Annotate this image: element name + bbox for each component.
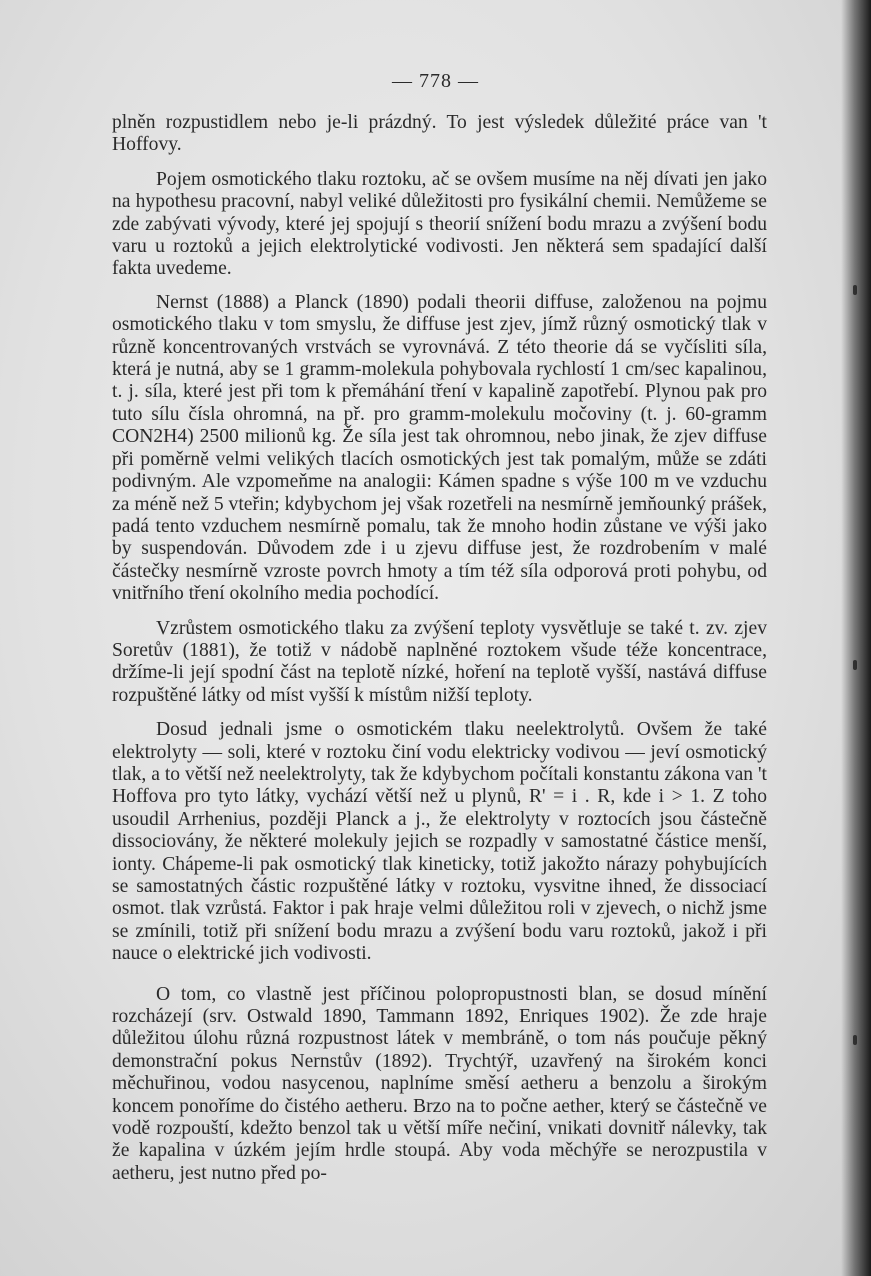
paragraph-diffusion-theory: Nernst (1888) a Planck (1890) podali theorii diffuse, založenou na pojmu osmotického tlaku v tom smyslu, že diffuse jest zjev, jímž různý osmotický tlak v různě koncentrovaných vrstvách se vyrovnává. Z této theorie dá se vyčísliti síla, která je nutná, aby se 1 gramm-molekula pohybovala rychlostí 1 cm/sec kapalinou, t. j. síla, které jest při tom k přemáhání tření v kapalině zapotřebí. Plynou pak pro tuto sílu čísla ohromná, na př. pro gramm-molekulu močoviny (t. j. 60-gramm CON2H4) 2500 milionů kg. Že síla jest tak ohromnou, nebo jinak, že zjev diffuse při poměrně velmi velikých tlacích osmotických jest tak pomalým, může se zdáti podivným. Ale vzpomeňme na analogii: Kámen spadne s výše 100 m ve vzduchu za méně než 5 vteřin; kdybychom jej však rozetřeli na nesmírně jemňounký prášek, padá tento vzduchem nesmírně pomalu, tak že mnoho hodin zůstane ve výši jako by suspendován. Důvodem zde i u zjevu diffuse jest, že rozdrobením v malé částečky nesmírně vzroste povrch hmoty a tím též síla odporová proti pohybu, od vnitřního tření okolního media pochodící. bbox=[112, 291, 767, 605]
body-text bbox=[112, 112, 767, 1185]
paragraph-soret-effect: Vzrůstem osmotického tlaku za zvýšení teploty vysvětluje se také t. zv. zjev Soretův (1881), že totiž v nádobě naplněné roztokem všude téže koncentrace, držíme-li její spodní část na teplotě nízké, hoření na teplotě vyšší, nastává diffuse rozpuštěné látky od míst vyšší k místům nižší teploty. bbox=[112, 617, 767, 706]
page-number: — 778 — bbox=[392, 70, 479, 92]
paragraph-osmotic-pressure: Pojem osmotického tlaku roztoku, ač se ovšem musíme na něj dívati jen jako na hypothesu pracovní, nabyl veliké důležitosti pro fysikální chemii. Nemůžeme se zde zabývati vývody, které jej spojují s theorií snížení bodu mrazu a zvýšení bodu varu u roztoků a jejich elektrolytické vodivosti. Jen některá sem spadající další fakta uvedeme. bbox=[112, 168, 767, 280]
paragraph-membranes: O tom, co vlastně jest příčinou polopropustnosti blan, se dosud mínění rozcházejí (srv. Ostwald 1890, Tammann 1892, Enriques 1902). Že zde hraje důležitou úlohu různá rozpustnost látek v membráně, o tom nás poučuje pěkný demonstrační pokus Nernstův (1892). Trychtýř, uzavřený na širokém konci měchuřinou, vodou nasycenou, naplníme směsí aetheru a benzolu a širokým koncem ponoříme do čistého aetheru. Brzo na to počne aether, který se částečně ve vodě rozpouští, kdežto benzol tak u větší míře nečiní, vnikati dovnitř nálevky, tak že kapalina v úzkém jejím hrdle stoupá. Aby voda měchýře se nerozpustila v aetheru, jest nutno před po- bbox=[112, 983, 767, 1184]
paragraph-electrolytes: Dosud jednali jsme o osmotickém tlaku neelektrolytů. Ovšem že také elektrolyty — soli, které v roztoku činí vodu elektricky vodivou — jeví osmotický tlak, a to větší než neelektrolyty, tak že kdybychom počítali konstantu zákona van 't Hoffova pro tyto látky, vychází větší než u plynů, R' = i . R, kde i > 1. Z toho usoudil Arrhenius, později Planck a j., že elektrolyty v roztocích jsou částečně dissociovány, že některé molekuly jejich se rozpadly v samostatné částice menší, ionty. Chápeme-li pak osmotický tlak kineticky, totiž jakožto nárazy pohybujících se samostatných částic rozpuštěné látky v roztoku, vysvitne ihned, že dissociací osmot. tlak vzrůstá. Faktor i pak hraje velmi důležitou roli v zjevech, o nichž jsme se zmínili, totiž při snížení bodu mrazu a zvýšení bodu varu roztoků, jakož i při nauce o elektrické jich vodivosti. bbox=[112, 719, 767, 965]
page-gutter-shadow bbox=[841, 0, 871, 1276]
paragraph-continuation: plněn rozpustidlem nebo je-li prázdný. To jest výsledek důležité práce van 't Hoffovy. bbox=[112, 112, 767, 156]
